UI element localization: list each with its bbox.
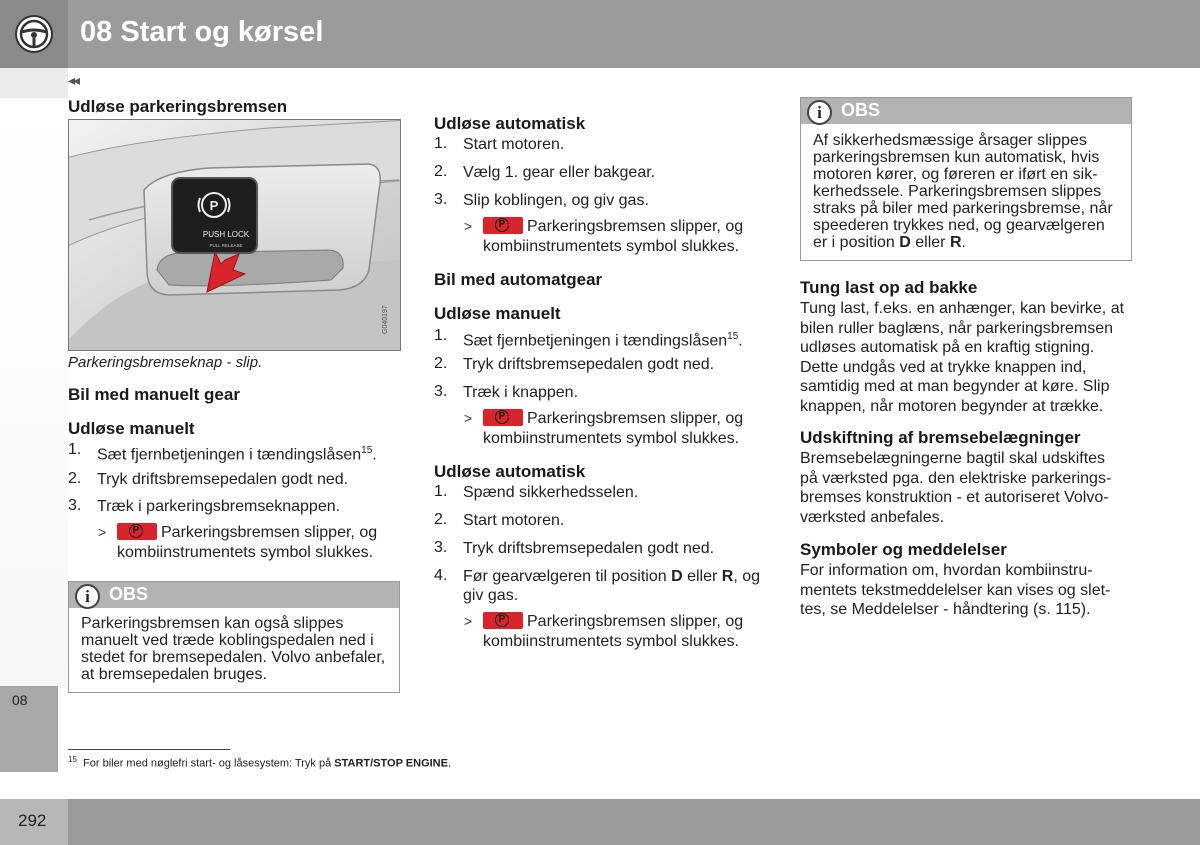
step-text: Træk i knappen. bbox=[463, 384, 579, 401]
step-text: Tryk driftsbremsepedalen godt ned. bbox=[463, 356, 715, 373]
step-text: Sæt fjernbetjeningen i tændingslåsen$^{15}$. bbox=[97, 445, 377, 464]
step-number: 3. bbox=[434, 539, 448, 556]
subsection-heading: Udløse automatisk bbox=[434, 462, 586, 481]
section-title: Udløse parkeringsbremsen bbox=[68, 97, 288, 116]
obs-header bbox=[69, 582, 399, 608]
step-text: Vælg 1. gear eller bakgear. bbox=[463, 164, 656, 181]
section-heading: Bil med manuelt gear bbox=[68, 385, 240, 404]
result-text: P Parkeringsbremsen slipper, og bbox=[483, 409, 743, 429]
obs-title: OBS bbox=[109, 584, 149, 604]
step-number: 3. bbox=[68, 497, 82, 514]
result-arrow: > bbox=[464, 410, 473, 426]
parking-brake-symbol-icon bbox=[483, 217, 523, 234]
step-number: 3. bbox=[434, 191, 448, 208]
step-text: Start motoren. bbox=[463, 512, 565, 529]
obs-header bbox=[801, 98, 1131, 124]
body-paragraph: For information om, hvordan kombiinstru- mentets tekstmeddelelser kan vises og slet- tes, se Meddelelser - håndtering (s. 115). bbox=[800, 562, 1111, 618]
body-paragraph: Tung last, f.eks. en anhænger, kan bevirke, at bilen ruller baglæns, når parkeringsbremsen udløses automatisk på en kraftig stigning. Dette undgås ved at trykke knappen ind, samtidig med at man begynder at køre. Slip knappen, når motoren begynder at trække. bbox=[800, 300, 1125, 415]
step-number: 1. bbox=[434, 483, 448, 500]
result-text: P Parkeringsbremsen slipper, og bbox=[483, 612, 743, 632]
footnote: $^{15}$ For biler med nøglefri start- og låsesystem: Tryk på START/STOP ENGINE. bbox=[68, 755, 452, 770]
obs-body: Af sikkerhedsmæssige årsager slippes parkeringsbremsen kun automatisk, hvis motoren kører, og føreren er iført en sik- kerhedssele. Parkeringsbremsen slippes straks på biler med parkeringsbremse, når speederen trykkes ned, og gearvælgeren er i position D eller R. bbox=[813, 132, 1113, 251]
subsection-heading: Udløse automatisk bbox=[434, 114, 586, 133]
step-number: 1. bbox=[68, 441, 82, 458]
step-text: Tryk driftsbremsepedalen godt ned. bbox=[97, 471, 349, 488]
step-text: giv gas. bbox=[463, 587, 519, 604]
back-arrows-icon[interactable]: ◂◂ bbox=[68, 72, 79, 88]
step-text: Træk i parkeringsbremseknappen. bbox=[97, 498, 341, 515]
step-text: Sæt fjernbetjeningen i tændingslåsen$^{15}$. bbox=[463, 331, 743, 350]
footnote-rule bbox=[68, 749, 230, 750]
step-text: Start motoren. bbox=[463, 136, 565, 153]
step-number: 3. bbox=[434, 383, 448, 400]
obs-note-box bbox=[800, 97, 1132, 261]
subsection-heading: Udløse manuelt bbox=[434, 304, 561, 323]
page-number-box bbox=[0, 799, 68, 845]
step-number: 2. bbox=[434, 511, 448, 528]
chapter-title: 08 Start og kørsel bbox=[80, 16, 324, 48]
info-icon: i bbox=[75, 584, 100, 609]
result-text: kombiinstrumentets symbol slukkes. bbox=[483, 430, 740, 447]
result-text: P Parkeringsbremsen slipper, og bbox=[483, 217, 743, 237]
result-arrow: > bbox=[464, 613, 473, 629]
steering-wheel-icon bbox=[14, 14, 54, 54]
svg-text:P: P bbox=[209, 198, 219, 213]
info-icon: i bbox=[807, 100, 832, 125]
subsection-heading: Udløse manuelt bbox=[68, 419, 195, 438]
parking-brake-symbol-icon bbox=[483, 612, 523, 629]
step-number: 2. bbox=[434, 163, 448, 180]
section-heading: Symboler og meddelelser bbox=[800, 540, 1007, 559]
section-heading: Bil med automatgear bbox=[434, 270, 603, 289]
page-number: 292 bbox=[18, 811, 47, 830]
chapter-side-tab[interactable] bbox=[0, 686, 58, 772]
step-number: 2. bbox=[68, 470, 82, 487]
result-arrow: > bbox=[98, 524, 107, 540]
chapter-icon-tab bbox=[0, 0, 68, 68]
step-number: 1. bbox=[434, 135, 448, 152]
figure-code: G040197 bbox=[382, 305, 389, 334]
result-text: P Parkeringsbremsen slipper, og bbox=[117, 523, 377, 543]
step-number: 1. bbox=[434, 327, 448, 344]
parking-brake-illustration bbox=[68, 119, 401, 351]
parking-brake-symbol-icon bbox=[117, 523, 157, 540]
step-number: 2. bbox=[434, 355, 448, 372]
result-text: kombiinstrumentets symbol slukkes. bbox=[117, 544, 374, 561]
section-heading: Udskiftning af bremsebelægninger bbox=[800, 428, 1081, 447]
result-text: kombiinstrumentets symbol slukkes. bbox=[483, 633, 740, 650]
step-text: Før gearvælgeren til position D eller R, og bbox=[463, 568, 761, 585]
step-number: 4. bbox=[434, 567, 448, 584]
step-text: Tryk driftsbremsepedalen godt ned. bbox=[463, 540, 715, 557]
parking-brake-symbol-icon bbox=[483, 409, 523, 426]
result-arrow: > bbox=[464, 218, 473, 234]
figure-caption: Parkeringsbremseknap - slip. bbox=[68, 354, 263, 371]
obs-body: Parkeringsbremsen kan også slippes manuelt ved træde koblingspedalen ned i stedet for bremsepedalen. Volvo anbefaler, at bremsepedalen bruges. bbox=[81, 615, 386, 683]
side-tab-label: 08 bbox=[12, 692, 28, 708]
step-text: Slip koblingen, og giv gas. bbox=[463, 192, 649, 209]
result-text: kombiinstrumentets symbol slukkes. bbox=[483, 238, 740, 255]
obs-title: OBS bbox=[841, 100, 881, 120]
button-sublabel: PULL RELEASE bbox=[209, 243, 243, 248]
section-heading: Tung last op ad bakke bbox=[800, 278, 978, 297]
page-footer bbox=[0, 799, 1200, 845]
obs-note-box bbox=[68, 581, 400, 693]
button-label: PUSH LOCK bbox=[202, 230, 250, 239]
body-paragraph: Bremsebelægningerne bagtil skal udskiftes på værksted pga. den elektriske parkerings- bremses konstruktion - et autoriseret Volvo- værksted anbefales. bbox=[800, 450, 1112, 526]
side-margin bbox=[0, 68, 68, 98]
step-text: Spænd sikkerhedsselen. bbox=[463, 484, 639, 501]
side-margin-gradient bbox=[0, 98, 68, 688]
